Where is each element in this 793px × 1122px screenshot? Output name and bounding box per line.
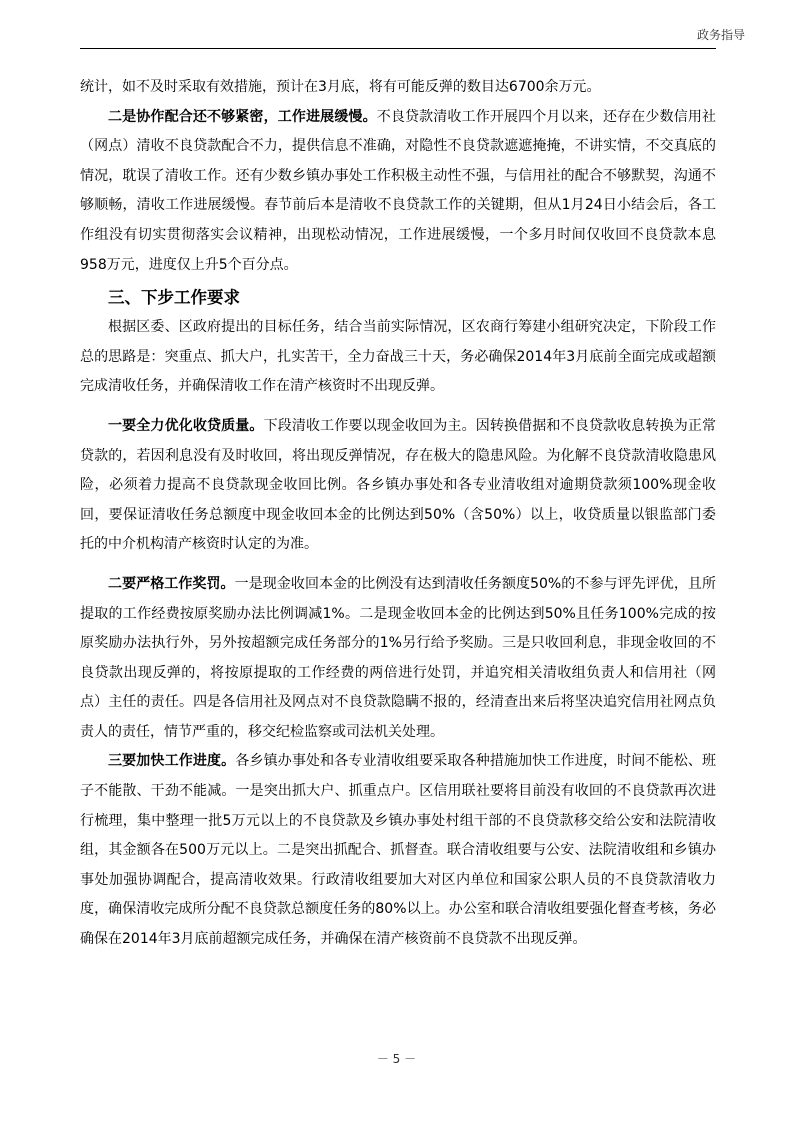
paragraph-continuation: 统计，如不及时采取有效措施，预计在3月底，将有可能反弹的数目达6700余万元。 — [80, 79, 601, 95]
paragraph-plan: 根据区委、区政府提出的目标任务，结合当前实际情况，区农商行筹建小组研究决定，下阶段工作总的思路是：突重点、抓大户，扎实苦干，全力奋战三十天，务必确保2014年3月底前全面完成或超额完成清收任务，并确保清收工作在清产核资时不出现反弹。 — [80, 319, 716, 395]
paragraph-quality — [80, 412, 716, 560]
paragraph-progress — [80, 747, 716, 954]
paragraph-cooperation — [80, 103, 716, 281]
paragraph-rewards — [80, 570, 716, 748]
paragraph-gap — [80, 560, 716, 570]
paragraph-text: 各乡镇办事处和各专业清收组要采取各种措施加快工作进度，时间不能松、班子不能散、干劲不能减。一是突出抓大户、抓重点户。区信用联社要将目前没有收回的不良贷款再次进行梳理，集中整理一批5万元以上的不良贷款及乡镇办事处村组干部的不良贷款移交给公安和法院清收组，其金额各在500万元以上。二是突出抓配合、抓督查。联合清收组要与公安、法院清收组和乡镇办事处加强协调配合，提高清收效果。行政清收组要加大对区内单位和国家公职人员的不良贷款清收力度，确保清收完成所分配不良贷款总额度任务的80%以上。办公室和联合清收组要强化督查考核，务必确保在2014年3月底前超额完成任务，并确保在清产核资前不良贷款不出现反弹。 — [80, 753, 717, 948]
paragraph-lead: 三要加快工作进度。 — [108, 753, 236, 770]
header-section-label: 政务指导 — [696, 28, 745, 42]
paragraph-lead: 二要严格工作奖罚。 — [108, 575, 235, 592]
paragraph-gap — [80, 402, 716, 412]
paragraph-text: 下段清收工作要以现金收回为主。因转换借据和不良贷款收息转换为正常贷款的，若因利息没有及时收回，将出现反弹情况，存在极大的隐患风险。为化解不良贷款清收隐患风险，必须着力提高不良贷款现金收回比例。各乡镇办事处和各专业清收组对逾期贷款须100%现金收回，要保证清收任务总额度中现金收回本金的比例达到50%（含50%）以上，收贷质量以银监部门委托的中介机构清产核资时认定的为准。 — [80, 417, 717, 553]
paragraph-lead: 二是协作配合还不够紧密，工作进展缓慢。 — [108, 108, 377, 125]
section-heading: 三、下步工作要求 — [108, 288, 240, 308]
paragraph-text: 一是现金收回本金的比例没有达到清收任务额度50%的不参与评先评优，且所提取的工作经费按原奖励办法比例调减1%。二是现金收回本金的比例达到50%且任务100%完成的按原奖励办法执行外，另外按超额完成任务部分的1%另行给予奖励。三是只收回利息，非现金收回的不良贷款出现反弹的，将按原提取的工作经费的两倍进行处罚，并追究相关清收组负责人和信用社（网点）主任的责任。四是各信用社及网点对不良贷款隐瞒不报的，经清查出来后将坚决追究信用社网点负责人的责任，情节严重的，移交纪检监察或司法机关处理。 — [80, 575, 716, 740]
page-number: － 5 － — [376, 1052, 417, 1066]
paragraph-text: 不良贷款清收工作开展四个月以来，还存在少数信用社（网点）清收不良贷款配合不力，提供信息不准确，对隐性不良贷款遮遮掩掩，不讲实情，不交真底的情况，耽误了清收工作。还有少数乡镇办事处工作积极主动性不强，与信用社的配合不够默契，沟通不够顺畅，清收工作进展缓慢。春节前后本是清收不良贷款工作的关键期，但从1月24日小结会后，各工作组没有切实贯彻落实会议精神，出现松动情况，工作进展缓慢，一个多月时间仅收回不良贷款本息958万元，进度仅上升5个百分点。 — [80, 108, 717, 273]
document-body — [80, 73, 716, 955]
header-divider — [80, 48, 716, 49]
paragraph-lead: 一要全力优化收贷质量。 — [108, 417, 264, 434]
